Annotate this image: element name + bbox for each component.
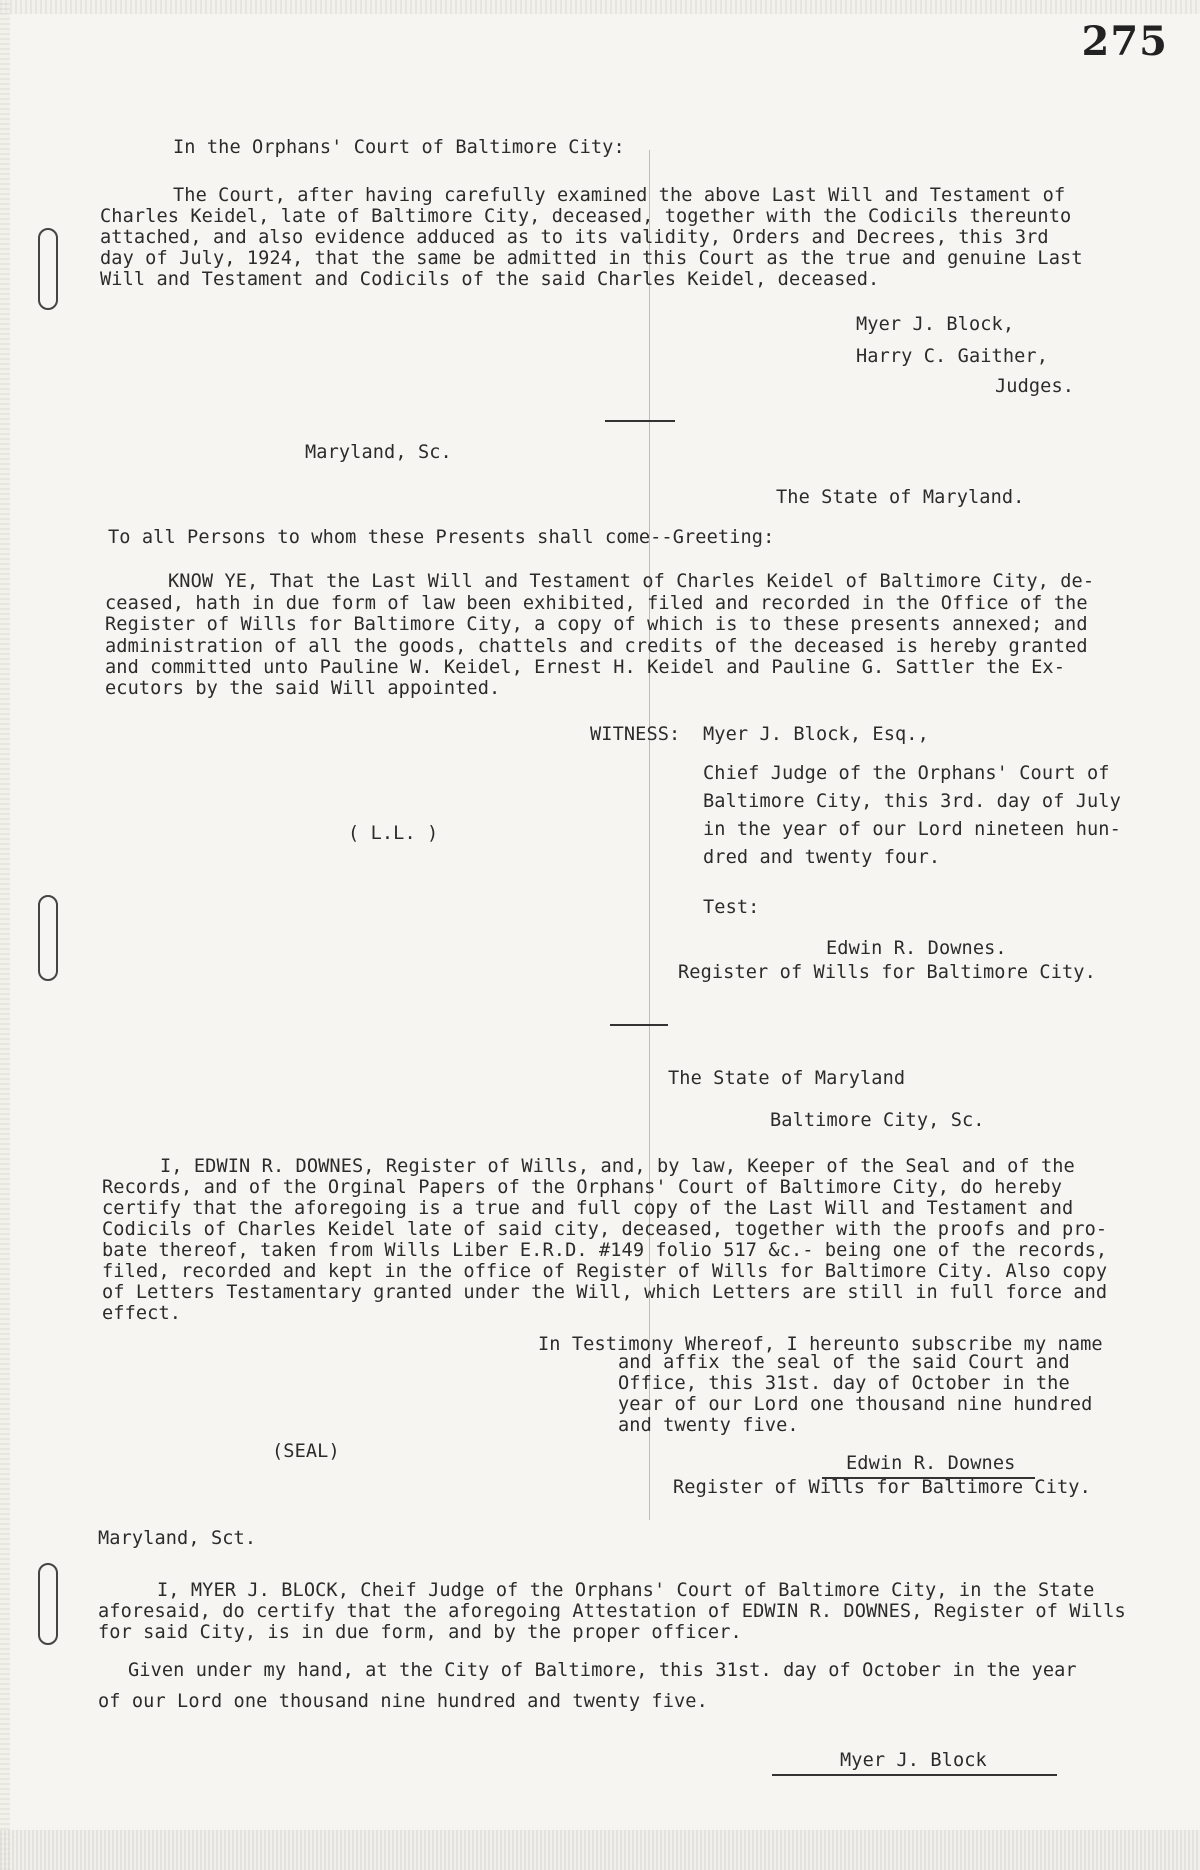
attestation-line: for said City, is in due form, and by the proper officer. [98,1622,742,1643]
test-label: Test: [703,897,760,918]
admission-line: The Court, after having carefully examined the above Last Will and Testament of [173,185,1066,206]
testimony-line: year of our Lord one thousand nine hundred [618,1394,1093,1415]
certificate-line: Records, and of the Orginal Papers of the Orphans' Court of Baltimore City, do hereby [102,1177,1063,1198]
attestation-line: I, MYER J. BLOCK, Cheif Judge of the Orphans' Court of Baltimore City, in the State [157,1580,1095,1601]
letters-body-line: and committed unto Pauline W. Keidel, Ernest H. Keidel and Pauline G. Sattler the Ex- [105,657,1066,678]
binder-ring-icon [38,895,58,981]
certificate-signer-title: Register of Wills for Baltimore City. [673,1477,1091,1498]
witness-line: Baltimore City, this 3rd. day of July [703,791,1121,812]
seal-ll: ( L.L. ) [348,823,439,844]
seal-stamp: (SEAL) [272,1441,340,1462]
certificate-county: Baltimore City, Sc. [770,1110,985,1131]
judges-title: Judges. [995,376,1075,397]
attestation-signer: Myer J. Block [772,1750,1057,1776]
testimony-line: Office, this 31st. day of October in the [618,1373,1070,1394]
letters-state: The State of Maryland. [776,487,1025,508]
letters-body-line: administration of all the goods, chattels and credits of the deceased is hereby granted [105,636,1088,657]
witness-label: WITNESS: [590,724,681,745]
binder-ring-icon [38,1563,58,1645]
certificate-line: bate thereof, taken from Wills Liber E.R.D. #149 folio 517 &c.- being one of the records, [102,1240,1108,1261]
letters-body-line: ecutors by the said Will appointed. [105,678,501,699]
certificate-state: The State of Maryland [668,1068,906,1089]
court-heading: In the Orphans' Court of Baltimore City: [173,137,625,158]
test-title: Register of Wills for Baltimore City. [678,962,1096,983]
test-signer: Edwin R. Downes. [826,938,1007,959]
given-line: Given under my hand, at the City of Baltimore, this 31st. day of October in the year [128,1660,1077,1681]
given-line: of our Lord one thousand nine hundred and twenty five. [98,1691,708,1712]
letters-body-line: Register of Wills for Baltimore City, a copy of which is to these presents annexed; and [105,614,1088,635]
testimony-first-line: In Testimony Whereof, I hereunto subscribe my name [538,1334,1103,1355]
letters-greeting: To all Persons to whom these Presents shall come--Greeting: [108,527,775,548]
letters-body-line: ceased, hath in due form of law been exhibited, filed and recorded in the Office of the [105,593,1088,614]
letters-body-line: KNOW YE, That the Last Will and Testament of Charles Keidel of Baltimore City, de- [168,571,1095,592]
admission-line: day of July, 1924, that the same be admitted in this Court as the true and genuine Last [100,248,1083,269]
scan-edge-left [0,0,10,1870]
certificate-signer: Edwin R. Downes [822,1453,1035,1479]
certificate-line: filed, recorded and kept in the office of Register of Wills for Baltimore City. Also copy [102,1261,1108,1282]
witness-line: dred and twenty four. [703,847,941,868]
witness-line: in the year of our Lord nineteen hun- [703,819,1121,840]
certificate-line: effect. [102,1303,182,1324]
attestation-line: aforesaid, do certify that the aforegoing Attestation of EDWIN R. DOWNES, Register of Wills [98,1601,1126,1622]
witness-line: Chief Judge of the Orphans' Court of [703,763,1110,784]
admission-line: Charles Keidel, late of Baltimore City, deceased, together with the Codicils thereunto [100,206,1072,227]
testimony-line: and affix the seal of the said Court and [618,1352,1070,1373]
certificate-line: of Letters Testamentary granted under the Will, which Letters are still in full force and [102,1282,1108,1303]
letters-venue: Maryland, Sc. [305,442,452,463]
fold-line [649,150,650,1520]
certificate-line: Codicils of Charles Keidel late of said city, deceased, together with the proofs and pro- [102,1219,1108,1240]
scan-edge-top [0,0,1200,14]
certificate-line: certify that the aforegoing is a true and full copy of the Last Will and Testament and [102,1198,1074,1219]
admission-line: Will and Testament and Codicils of the said Charles Keidel, deceased. [100,269,880,290]
section-divider [610,1024,668,1026]
scan-edge-bottom [0,1830,1200,1870]
judge-signature: Harry C. Gaither, [856,346,1049,367]
witness-name: Myer J. Block, Esq., [703,724,929,745]
testimony-line: and twenty five. [618,1415,799,1436]
judge-signature: Myer J. Block, [856,314,1015,335]
admission-line: attached, and also evidence adduced as to its validity, Orders and Decrees, this 3rd [100,227,1049,248]
page-number: 275 [1081,18,1168,65]
binder-ring-icon [38,228,58,310]
attestation-venue: Maryland, Sct. [98,1528,257,1549]
certificate-line: I, EDWIN R. DOWNES, Register of Wills, and, by law, Keeper of the Seal and of the [160,1156,1075,1177]
section-divider [605,420,675,422]
